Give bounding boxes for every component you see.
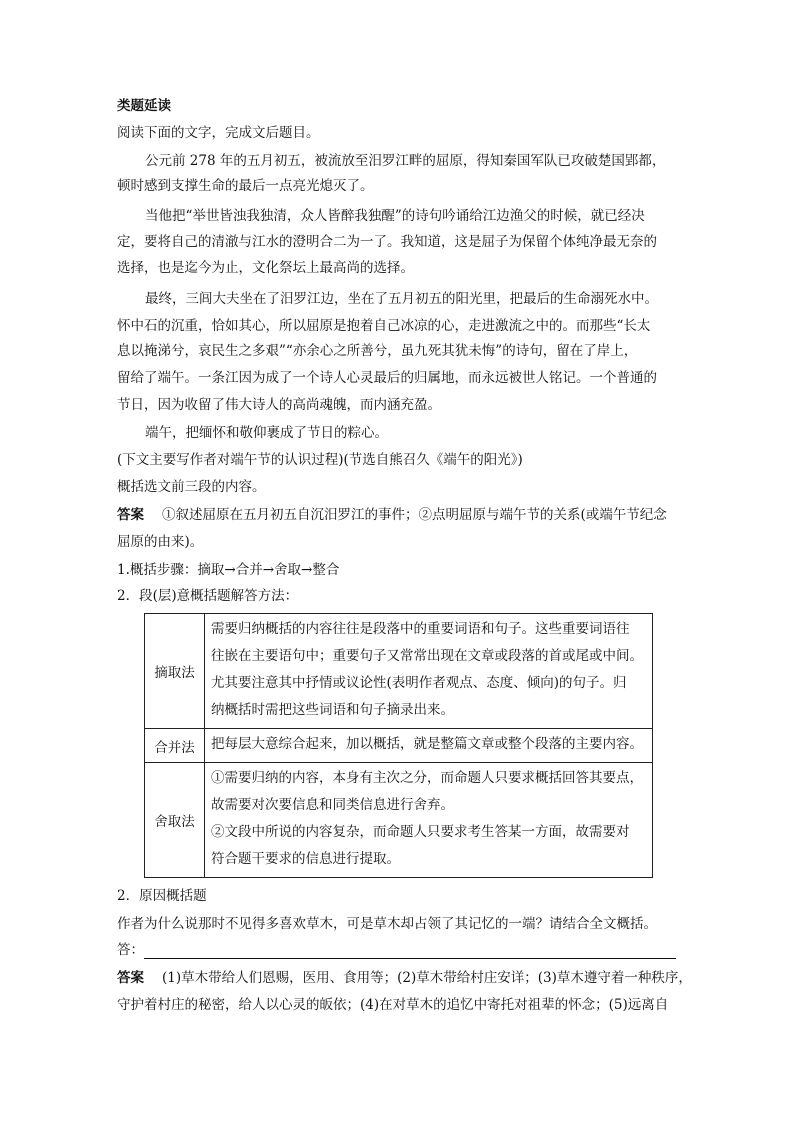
method-desc-line: 往嵌在主要语句中；重要句子又常常出现在文章或段落的首或尾或中间。 xyxy=(211,648,643,664)
method-name: 摘取法 xyxy=(145,614,205,729)
answer-2-line1 xyxy=(117,969,692,987)
section-2-title: 2．原因概括题 xyxy=(117,888,207,904)
reading-instruction: 阅读下面的文字，完成文后题目。 xyxy=(117,125,320,141)
passage-p2-line2: 定，要将自己的清澈与江水的澄明合二为一了。我知道，这是屈子为保留个体纯净最无奈的 xyxy=(117,234,657,250)
method-desc-line: ①需要归纳的内容，本身有主次之分，而命题人只要求概括回答其要点， xyxy=(211,770,643,786)
method-desc xyxy=(205,763,653,878)
answer-1-text: ①叙述屈原在五月初五自沉汨罗江的事件；②点明屈原与端午节的关系(或端午节纪念 xyxy=(162,507,667,523)
passage-p3-line5: 节日，因为收留了伟大诗人的高尚魂魄，而内涵充盈。 xyxy=(117,397,441,413)
passage-p1-line1: 公元前 278 年的五月初五，被流放至汨罗江畔的屈原，得知秦国军队已攻破楚国郢都， xyxy=(145,153,666,169)
passage-p3-line3: 息以掩涕兮，哀民生之多艰”“亦余心之所善兮，虽九死其犹未悔”的诗句，留在了岸上， xyxy=(117,343,638,359)
methods-table xyxy=(144,613,653,878)
method-desc-line: 符合题干要求的信息进行提取。 xyxy=(211,851,400,867)
passage-source-note: (下文主要写作者对端午节的认识过程)(节选自熊召久《端午的阳光》) xyxy=(117,452,523,468)
method-desc-line: 故需要对次要信息和同类信息进行舍弃。 xyxy=(211,797,454,813)
method-desc xyxy=(205,614,653,729)
answer-label: 答案 xyxy=(117,507,144,523)
method-name: 合并法 xyxy=(145,729,205,763)
answer-1-line2: 屈原的由来)。 xyxy=(117,534,204,550)
passage-p3-line2: 怀中石的沉重，恰如其心，所以屈原是抱着自己冰凉的心，走进激流之中的。而那些“长太 xyxy=(117,318,651,334)
passage-p3-line4: 留给了端午。一条江因为成了一个诗人心灵最后的归属地，而永远被世人铭记。一个普通的 xyxy=(117,370,657,386)
table-row xyxy=(145,763,653,878)
method-desc-line: 把每层大意综合起来，加以概括，就是整篇文章或整个段落的主要内容。 xyxy=(211,736,643,752)
answer-prompt: 答： xyxy=(117,942,144,958)
method-desc xyxy=(205,729,653,763)
question-1: 概括选文前三段的内容。 xyxy=(117,479,266,495)
answer-2-line2: 守护着村庄的秘密，给人以心灵的皈依；(4)在对草木的追忆中寄托对祖辈的怀念；(5)远离自 xyxy=(117,997,669,1013)
passage-p2-line1: 当他把“举世皆浊我独清，众人皆醉我独醒”的诗句吟诵给江边渔父的时候，就已经决 xyxy=(145,208,645,224)
question-2: 作者为什么说那时不见得多喜欢草木，可是草木却占领了其记忆的一端？请结合全文概括。 xyxy=(117,916,657,932)
passage-p3-line1: 最终，三闾大夫坐在了汨罗江边，坐在了五月初五的阳光里，把最后的生命溺死水中。 xyxy=(145,291,658,307)
answer-1-line1 xyxy=(117,506,682,524)
answer-blank[interactable] xyxy=(144,944,676,959)
passage-p2-line3: 选择，也是迄今为止，文化祭坛上最高尚的选择。 xyxy=(117,260,414,276)
section-heading: 类题延读 xyxy=(117,98,171,114)
answer-prompt-line xyxy=(117,941,682,959)
method-desc-line: 尤其要注意其中抒情或议论性(表明作者观点、态度、倾向)的句子。归 xyxy=(211,675,627,691)
answer-label: 答案 xyxy=(117,970,144,986)
method-desc-line: 纳概括时需把这些词语和句子摘录出来。 xyxy=(211,702,454,718)
method-name: 舍取法 xyxy=(145,763,205,878)
passage-p4: 端午，把缅怀和敬仰裹成了节日的粽心。 xyxy=(145,425,388,441)
passage-p1-line2: 顿时感到支撑生命的最后一点亮光熄灭了。 xyxy=(117,178,374,194)
summary-steps: 1.概括步骤：摘取→合并→舍取→整合 xyxy=(117,562,340,578)
answer-2-text: (1)草木带给人们恩赐，医用、食用等；(2)草木带给村庄安详；(3)草木遵守着一种秩序， xyxy=(162,970,692,986)
method-title: 2．段(层)意概括题解答方法： xyxy=(117,588,299,604)
method-desc-line: ②文段中所说的内容复杂，而命题人只要求考生答某一方面，故需要对 xyxy=(211,824,630,840)
table-row xyxy=(145,614,653,729)
method-desc-line: 需要归纳概括的内容往往是段落中的重要词语和句子。这些重要词语往 xyxy=(211,621,630,637)
table-row xyxy=(145,729,653,763)
